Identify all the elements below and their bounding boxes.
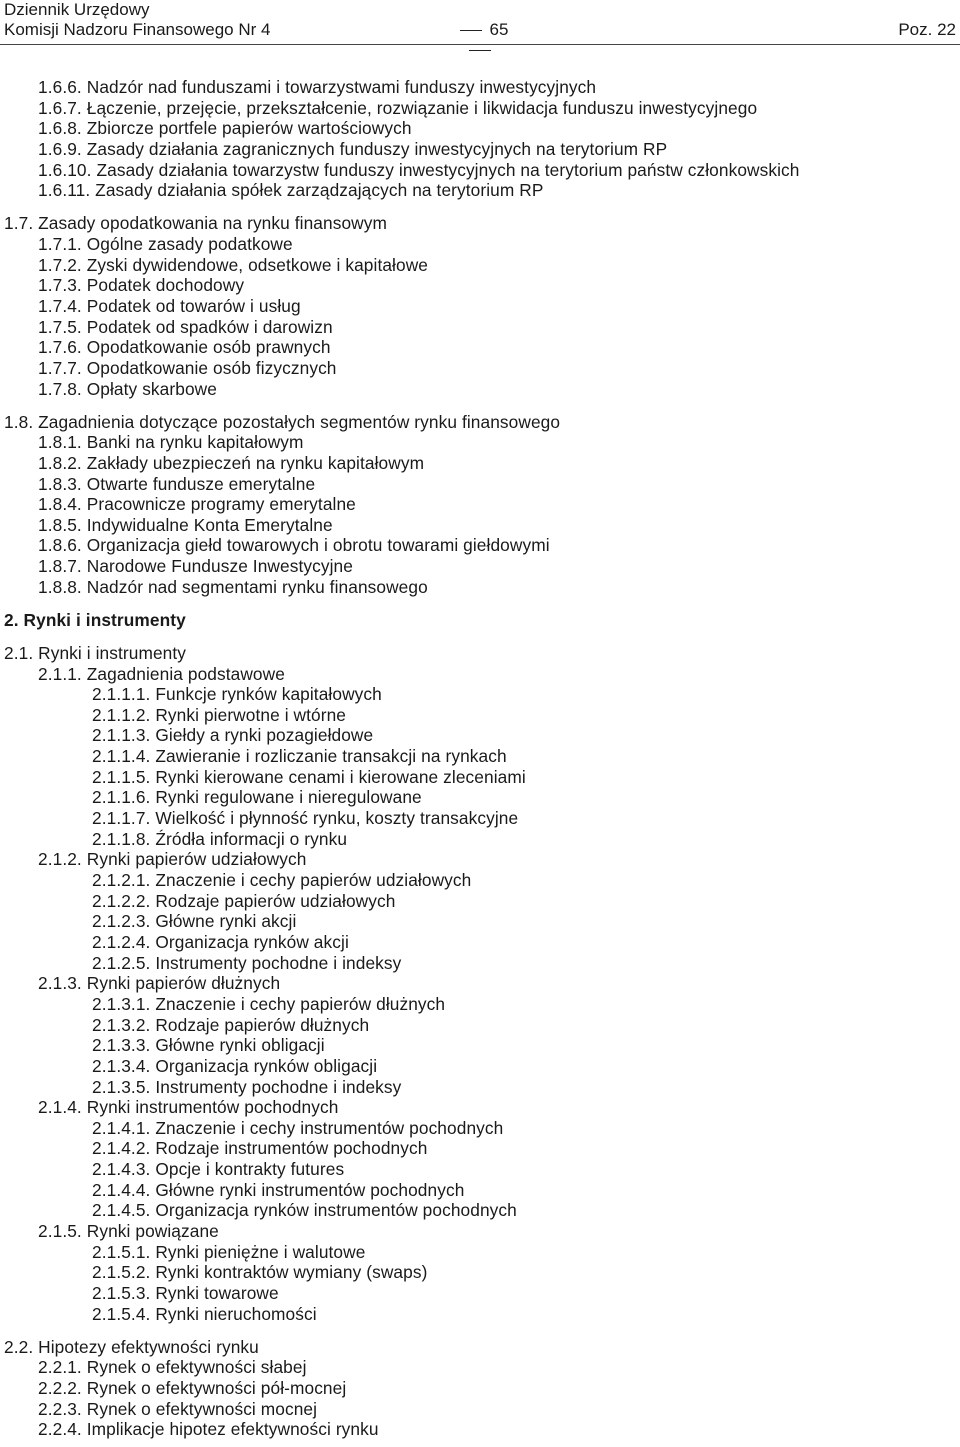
- publication-title: Dziennik Urzędowy: [4, 0, 150, 19]
- toc-entry-title: Banki na rynku kapitałowym: [81, 432, 304, 453]
- toc-entry: [38, 139, 667, 159]
- toc-entry-number: 2.1.2.5.: [92, 952, 151, 973]
- toc-entry-number: 1.6.11.: [38, 180, 91, 201]
- toc-entry-number: 2.1.1.3.: [92, 725, 151, 746]
- toc-entry-number: 2.1.4.: [38, 1097, 82, 1118]
- toc-entry-title: Rynki instrumentów pochodnych: [81, 1097, 339, 1118]
- toc-entry-number: 2.1.4.2.: [92, 1138, 151, 1159]
- toc-entry-title: Indywidualne Konta Emerytalne: [81, 514, 333, 535]
- toc-entry: [38, 337, 331, 357]
- toc-entry-number: 1.7.6.: [38, 337, 82, 358]
- toc-entry-number: 2.: [4, 609, 19, 630]
- toc-entry: [38, 535, 550, 555]
- toc-entry: [92, 1118, 503, 1138]
- toc-entry: [92, 870, 471, 890]
- toc-entry-title: Podatek od towarów i usług: [81, 295, 301, 316]
- toc-entry-title: Źródła informacji o rynku: [150, 828, 348, 849]
- toc-entry: [92, 829, 347, 849]
- toc-entry-number: 1.8.1.: [38, 432, 82, 453]
- toc-entry-title: Rodzaje papierów udziałowych: [150, 890, 396, 911]
- publication-subtitle: Komisji Nadzoru Finansowego Nr 4: [4, 20, 271, 39]
- toc-entry-number: 2.1.3.: [38, 973, 82, 994]
- toc-entry-number: 1.7.2.: [38, 254, 82, 275]
- toc-entry-title: Opodatkowanie osób prawnych: [81, 337, 331, 358]
- toc-entry-title: Implikacje hipotez efektywności rynku: [81, 1419, 379, 1440]
- toc-entry-number: 2.1.5.: [38, 1221, 82, 1242]
- toc-entry-title: Znaczenie i cechy papierów dłużnych: [150, 993, 446, 1014]
- toc-entry: [92, 1056, 377, 1076]
- toc-entry-title: Instrumenty pochodne i indeksy: [150, 1076, 402, 1097]
- toc-entry-number: 2.1.1.1.: [92, 684, 151, 705]
- toc-entry: [38, 255, 428, 275]
- toc-entry: [92, 1283, 279, 1303]
- toc-entry-title: Rynek o efektywności mocnej: [81, 1398, 318, 1419]
- toc-entry-number: 2.1.4.1.: [92, 1117, 151, 1138]
- toc-entry: [92, 1138, 427, 1158]
- toc-entry-number: 2.1.3.2.: [92, 1014, 151, 1035]
- toc-entry: [38, 379, 217, 399]
- toc-entry: [4, 1337, 259, 1357]
- toc-entry-title: Zyski dywidendowe, odsetkowe i kapitałowe: [81, 254, 428, 275]
- toc-entry: [92, 1015, 369, 1035]
- toc-entry-title: Rynki towarowe: [150, 1283, 279, 1303]
- toc-entry-number: 2.1.1.4.: [92, 746, 151, 767]
- toc-entry: [92, 705, 346, 725]
- toc-entry-title: Organizacja rynków obligacji: [150, 1055, 378, 1076]
- toc-entry-number: 1.7.8.: [38, 378, 82, 399]
- toc-entry-title: Organizacja giełd towarowych i obrotu towarami giełdowymi: [81, 535, 550, 556]
- toc-entry: [92, 746, 507, 766]
- toc-entry: [38, 556, 353, 576]
- toc-entry-number: 2.1.: [4, 642, 34, 663]
- toc-entry: [38, 180, 543, 200]
- toc-entry-number: 1.6.7.: [38, 97, 82, 118]
- toc-entry-title: Rynki papierów dłużnych: [81, 973, 281, 994]
- toc-entry-number: 1.8.2.: [38, 452, 82, 473]
- toc-entry: [92, 953, 401, 973]
- toc-entry-number: 1.7.7.: [38, 357, 82, 378]
- toc-entry-title: Zasady opodatkowania na rynku finansowym: [33, 213, 387, 234]
- toc-entry-number: 1.8.6.: [38, 535, 82, 556]
- toc-entry-title: Rynek o efektywności pół-mocnej: [81, 1378, 347, 1398]
- toc-entry: [38, 849, 306, 869]
- toc-entry-number: 2.1.5.1.: [92, 1241, 151, 1262]
- toc-entry-number: 1.7.5.: [38, 316, 82, 337]
- toc-entry: [92, 1304, 317, 1324]
- toc-entry-title: Rynki regulowane i nieregulowane: [150, 787, 422, 808]
- toc-entry: [4, 610, 186, 630]
- toc-entry-title: Funkcje rynków kapitałowych: [150, 684, 382, 705]
- toc-entry-number: 1.6.9.: [38, 139, 82, 159]
- toc-entry: [92, 1262, 427, 1282]
- toc-entry-number: 1.7.1.: [38, 234, 82, 254]
- toc-entry: [38, 1378, 346, 1398]
- toc-entry-title: Narodowe Fundusze Inwestycyjne: [81, 556, 353, 577]
- toc-entry-title: Ogólne zasady podatkowe: [81, 234, 293, 254]
- toc-entry-title: Giełdy a rynki pozagiełdowe: [150, 725, 374, 746]
- toc-entry-title: Otwarte fundusze emerytalne: [81, 473, 316, 494]
- toc-entry-number: 2.2.1.: [38, 1357, 82, 1378]
- toc-entry-title: Główne rynki akcji: [150, 911, 297, 932]
- toc-entry: [38, 664, 285, 684]
- toc-entry-number: 2.2.2.: [38, 1378, 82, 1398]
- toc-entry-number: 2.1.1.: [38, 663, 82, 684]
- toc-entry: [38, 494, 356, 514]
- toc-entry-number: 2.1.4.4.: [92, 1179, 151, 1200]
- toc-entry: [38, 234, 293, 254]
- toc-entry-title: Zakłady ubezpieczeń na rynku kapitałowym: [81, 452, 425, 473]
- toc-entry: [92, 1200, 517, 1220]
- toc-entry: [92, 787, 422, 807]
- toc-entry: [92, 1077, 401, 1097]
- toc-entry-title: Zasady działania spółek zarządzających na terytorium RP: [90, 180, 544, 201]
- toc-entry: [38, 98, 757, 118]
- toc-entry: [38, 1221, 219, 1241]
- toc-entry-number: 2.2.3.: [38, 1398, 82, 1419]
- toc-entry-title: Instrumenty pochodne i indeksy: [150, 952, 402, 973]
- toc-entry-title: Zagadnienia dotyczące pozostałych segmentów rynku finansowego: [33, 411, 561, 432]
- toc-entry-title: Pracownicze programy emerytalne: [81, 494, 356, 515]
- toc-entry-title: Główne rynki instrumentów pochodnych: [150, 1179, 465, 1200]
- position-label: Poz. 22: [898, 20, 956, 39]
- toc-entry-title: Rynki powiązane: [81, 1221, 219, 1242]
- toc-entry-title: Główne rynki obligacji: [150, 1035, 325, 1056]
- toc-entry-number: 2.1.1.6.: [92, 787, 151, 808]
- toc-entry-title: Zawieranie i rozliczanie transakcji na rynkach: [150, 746, 507, 767]
- toc-entry-number: 1.6.8.: [38, 118, 82, 139]
- toc-entry-title: Rynki i instrumenty: [33, 642, 187, 663]
- toc-entry: [38, 77, 596, 97]
- toc-entry: [38, 973, 280, 993]
- toc-entry-title: Zasady działania zagranicznych funduszy inwestycyjnych na terytorium RP: [81, 139, 668, 159]
- toc-entry-number: 2.1.3.3.: [92, 1035, 151, 1056]
- toc-entry-number: 1.8.: [4, 411, 34, 432]
- toc-entry: [92, 725, 373, 745]
- toc-entry-number: 2.1.5.2.: [92, 1262, 151, 1283]
- toc-entry-title: Rynki i instrumenty: [18, 609, 186, 630]
- toc-entry-number: 1.6.10.: [38, 159, 92, 180]
- toc-entry-title: Zbiorcze portfele papierów wartościowych: [81, 118, 412, 139]
- toc-entry-number: 1.8.5.: [38, 514, 82, 535]
- toc-entry-title: Znaczenie i cechy papierów udziałowych: [150, 870, 472, 890]
- toc-entry: [92, 1242, 365, 1262]
- toc-entry: [38, 275, 244, 295]
- toc-entry-number: 2.1.3.5.: [92, 1076, 151, 1097]
- toc-entry-number: 2.1.2.3.: [92, 911, 151, 932]
- toc-entry-number: 1.8.4.: [38, 494, 82, 515]
- toc-entry: [38, 1399, 317, 1419]
- toc-entry-title: Znaczenie i cechy instrumentów pochodnych: [150, 1117, 504, 1138]
- toc-entry: [38, 118, 412, 138]
- toc-entry: [92, 1035, 325, 1055]
- toc-entry-number: 2.1.5.3.: [92, 1283, 151, 1303]
- toc-entry: [38, 515, 333, 535]
- toc-entry: [38, 577, 428, 597]
- toc-entry: [92, 767, 526, 787]
- toc-entry-number: 2.1.3.1.: [92, 993, 151, 1014]
- toc-entry-title: Zasady działania towarzystw funduszy inwestycyjnych na terytorium państw członkowskich: [91, 159, 800, 180]
- toc-entry-number: 2.1.4.5.: [92, 1200, 151, 1221]
- toc-entry-title: Podatek od spadków i darowizn: [81, 316, 333, 337]
- toc-entry: [4, 412, 560, 432]
- toc-entry-number: 1.7.4.: [38, 295, 82, 316]
- toc-entry-number: 2.1.1.5.: [92, 766, 151, 787]
- toc-entry-title: Rynki papierów udziałowych: [81, 849, 307, 870]
- toc-entry: [92, 994, 445, 1014]
- toc-entry-title: Zagadnienia podstawowe: [81, 663, 285, 684]
- toc-entry-title: Nadzór nad segmentami rynku finansowego: [81, 576, 428, 597]
- toc-entry: [38, 160, 799, 180]
- toc-entry: [92, 684, 382, 704]
- toc-entry: [38, 1097, 338, 1117]
- toc-entry-number: 2.1.4.3.: [92, 1159, 151, 1180]
- toc-entry-number: 2.1.2.1.: [92, 870, 151, 890]
- toc-entry-number: 2.2.4.: [38, 1419, 82, 1440]
- toc-entry: [4, 643, 186, 663]
- toc-entry-number: 2.1.2.2.: [92, 890, 151, 911]
- toc-entry-number: 2.1.1.8.: [92, 828, 151, 849]
- toc-entry: [92, 1180, 464, 1200]
- toc-entry-title: Organizacja rynków instrumentów pochodnych: [150, 1200, 517, 1221]
- toc-entry-number: 1.8.7.: [38, 556, 82, 577]
- toc-entry: [92, 808, 518, 828]
- toc-entry-number: 2.1.1.7.: [92, 808, 151, 828]
- toc-entry-title: Hipotezy efektywności rynku: [33, 1336, 259, 1357]
- toc-entry: [38, 1357, 307, 1377]
- toc-entry-title: Łączenie, przejęcie, przekształcenie, rozwiązanie i likwidacja funduszu inwestycyjnego: [81, 97, 758, 118]
- toc-entry-number: 1.6.6.: [38, 77, 82, 97]
- toc-entry: [38, 317, 333, 337]
- toc-entry-title: Organizacja rynków akcji: [150, 931, 349, 952]
- toc-entry-number: 2.1.3.4.: [92, 1055, 151, 1076]
- page-number-text: 65: [489, 20, 509, 39]
- toc-entry: [38, 296, 301, 316]
- toc-entry: [38, 432, 304, 452]
- toc-entry-title: Rynki pierwotne i wtórne: [150, 704, 347, 725]
- toc-entry-title: Rynek o efektywności słabej: [81, 1357, 307, 1378]
- toc-entry-title: Rynki nieruchomości: [150, 1303, 317, 1324]
- toc-entry: [4, 213, 387, 233]
- toc-entry-title: Opłaty skarbowe: [81, 378, 217, 399]
- toc-entry-number: 1.7.: [4, 213, 34, 234]
- toc-entry-title: Nadzór nad funduszami i towarzystwami funduszy inwestycyjnych: [81, 77, 597, 97]
- toc-entry-title: Opodatkowanie osób fizycznych: [81, 357, 337, 378]
- toc-entry: [38, 358, 337, 378]
- toc-entry: [92, 911, 296, 931]
- toc-entry-number: 2.1.2.4.: [92, 931, 151, 952]
- toc-entry-title: Rodzaje instrumentów pochodnych: [150, 1138, 428, 1159]
- toc-entry-number: 1.8.8.: [38, 576, 82, 597]
- toc-entry-number: 1.7.3.: [38, 275, 82, 296]
- toc-entry-title: Rynki kontraktów wymiany (swaps): [150, 1262, 428, 1283]
- toc-entry: [38, 1419, 379, 1439]
- toc-entry-number: 1.8.3.: [38, 473, 82, 494]
- toc-entry-number: 2.1.5.4.: [92, 1303, 151, 1324]
- toc-entry-title: Podatek dochodowy: [81, 275, 245, 296]
- toc-entry-title: Opcje i kontrakty futures: [150, 1159, 345, 1180]
- toc-entry-title: Rodzaje papierów dłużnych: [150, 1014, 370, 1035]
- toc-entry-title: Rynki pieniężne i walutowe: [150, 1241, 366, 1262]
- toc-entry-number: 2.1.1.2.: [92, 704, 151, 725]
- toc-entry: [92, 932, 349, 952]
- toc-entry: [38, 474, 315, 494]
- toc-entry-number: 2.1.2.: [38, 849, 82, 870]
- toc-entry: [92, 1159, 344, 1179]
- toc-entry: [38, 453, 424, 473]
- toc-entry-number: 2.2.: [4, 1336, 34, 1357]
- toc-entry-title: Wielkość i płynność rynku, koszty transakcyjne: [150, 808, 519, 828]
- toc-entry-title: Rynki kierowane cenami i kierowane zleceniami: [150, 766, 526, 787]
- toc-entry: [92, 891, 395, 911]
